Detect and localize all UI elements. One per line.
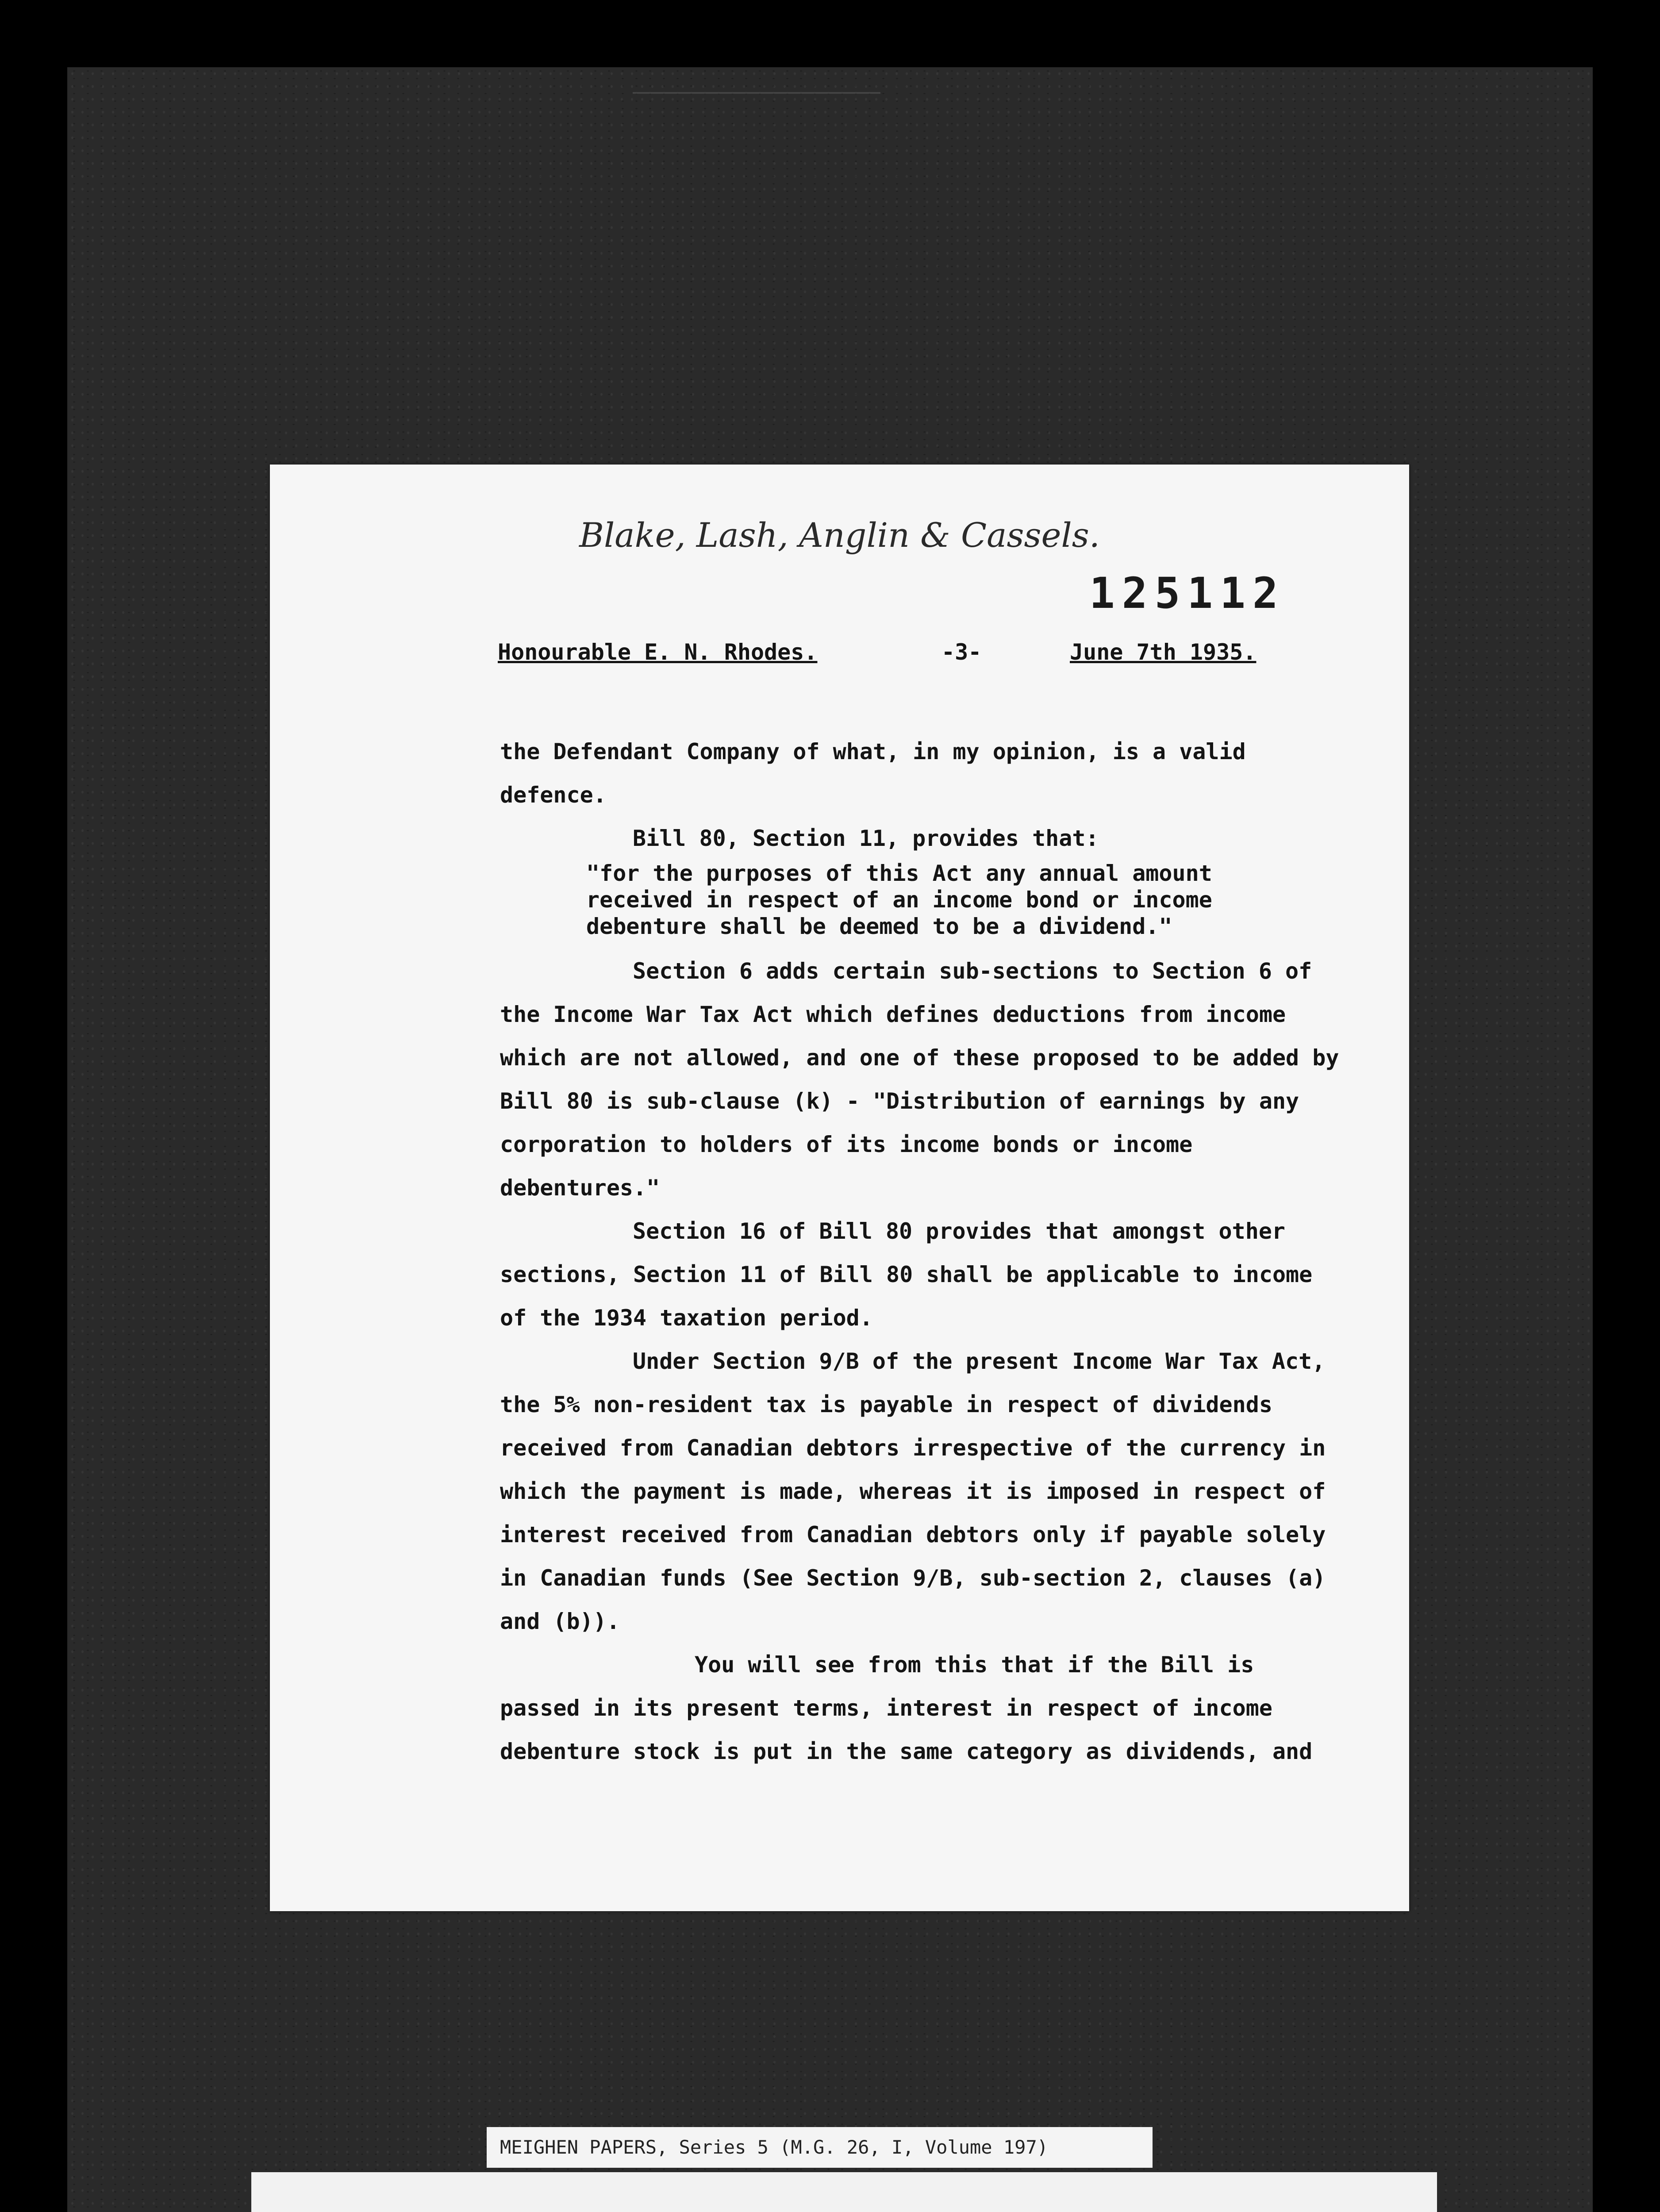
paragraph: You will see from this that if the Bill is passed in its present terms, interest in respect of income debenture stock is put in the same category as dividends, and [500,1652,1313,1764]
addressee: Honourable E. N. Rhodes. [498,639,818,665]
letter-body [500,730,1341,1773]
paragraph: Section 16 of Bill 80 provides that amongst other sections, Section 11 of Bill 80 shall be applicable to income of the 1934 taxation period. [500,1218,1313,1331]
paragraph: Bill 80, Section 11, provides that: [633,826,1099,851]
paragraph: Section 6 adds certain sub-sections to Section 6 of the Income War Tax Act which defines deductions from income which are not allowed, and one of these proposed to be added by Bill 80 is sub-clause (k) - "Distribution of earnings by any corporation to holders of its income bonds or income debentures." [500,958,1339,1201]
archive-card [251,2172,1437,2212]
quoted-clause: "for the purposes of this Act any annual amount received in respect of an income bond or income debenture shall be deemed to be a dividend." [586,860,1212,939]
document-number: 125112 [1089,568,1285,618]
letterhead: Blake, Lash, Anglin & Cassels. [579,515,1100,555]
letter-page [270,465,1409,1911]
page-number: -3- [941,639,982,665]
faint-top-label [633,79,880,94]
paragraph: Under Section 9/B of the present Income War Tax Act, the 5% non-resident tax is payable in respect of dividends received from Canadian debtors irrespective of the currency in which the payment is made, whereas it is imposed in respect of interest received from Canadian debtors only if payable solely in Canadian funds (See Section 9/B, sub-section 2, clauses (a) and (b)). [500,1348,1326,1634]
collection-caption: MEIGHEN PAPERS, Series 5 (M.G. 26, I, Volume 197) [487,2127,1153,2168]
letter-date: June 7th 1935. [1070,639,1257,665]
paragraph: the Defendant Company of what, in my opinion, is a valid defence. [500,739,1246,808]
